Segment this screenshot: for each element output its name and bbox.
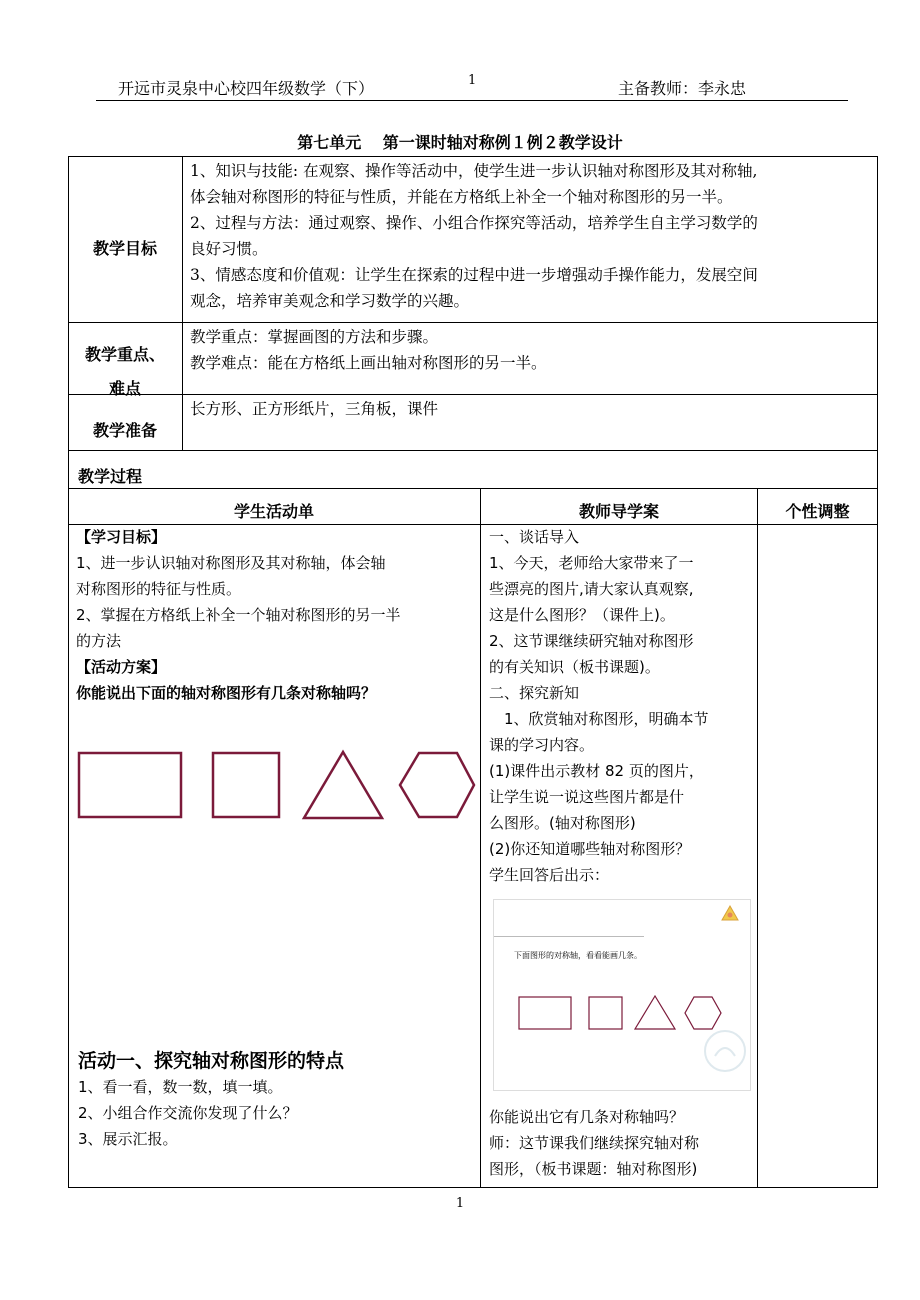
page-header [96,73,848,101]
student-activity [76,524,476,706]
slide-caption: 下面图形的对称轴，看看能画几条。 [514,951,642,960]
guide-line: 一、谈话导入 [489,528,580,546]
guide-line: 你能说出它有几条对称轴吗？ [489,1108,685,1126]
guide-line: 些漂亮的图片,请大家认真观察, [489,580,694,598]
school-name: 开远市灵泉中心校四年级数学（下） [118,79,375,98]
guide-line: 学生回答后出示： [489,866,610,884]
student-column-header: 学生活动单 [233,502,314,521]
guide-line: 2、这节课继续研究轴对称图形 [489,632,694,650]
rectangle-shape [79,753,181,817]
guide-line: 1、欣赏轴对称图形，明确本节 [489,710,709,728]
slide-rectangle [519,997,571,1029]
objective-line: 3、情感态度和价值观：让学生在探索的过程中进一步增强动手操作能力，发展空间 [190,266,758,284]
lead-teacher: 主备教师：李永忠 [618,79,747,98]
goal-line: 1、进一步认识轴对称图形及其对称轴，体会轴 [76,554,386,572]
plan-heading: 【活动方案】 [76,658,167,676]
guide-line: 二、探究新知 [489,684,580,702]
slide-decoration-icon [718,902,742,924]
objective-line: 良好习惯。 [190,240,268,258]
guide-line: 1、今天，老师给大家带来了一 [489,554,694,572]
objective-line: 体会轴对称图形的特征与性质，并能在方格纸上补全一个轴对称图形的另一半。 [190,188,733,206]
keypoints-label-line: 难点 [108,379,141,398]
teacher-guide [489,524,755,888]
prep-text: 长方形、正方形纸片，三角板，课件 [190,400,439,418]
header-page-number: 1 [468,73,477,88]
guide-line: 么图形。(轴对称图形) [489,814,636,832]
activity-step: 1、看一看，数一数，填一填。 [78,1078,283,1096]
courseware-slide [493,899,751,1091]
adjust-column-header: 个性调整 [785,502,850,521]
goal-line: 的方法 [76,632,122,650]
prep-label: 教学准备 [92,421,157,440]
triangle-shape [304,752,382,818]
slide-triangle [635,996,675,1029]
objective-line: 2、过程与方法：通过观察、操作、小组合作探究等活动，培养学生自主学习数学的 [190,214,758,232]
objectives-text [190,158,874,314]
footer-page-number: 1 [455,1196,465,1211]
activity-step: 2、小组合作交流你发现了什么？ [78,1104,298,1122]
guide-line: 师：这节课我们继续探究轴对称 [489,1134,700,1152]
keypoints-label [68,338,182,406]
goal-line: 对称图形的特征与性质。 [76,580,242,598]
activity-one-title: 活动一、探究轴对称图形的特点 [78,1050,345,1072]
slide-square [589,997,622,1029]
focus-text: 教学重点：掌握画图的方法和步骤。 [190,328,439,346]
objectives-label: 教学目标 [92,239,157,258]
teacher-guide-continued [489,1104,755,1182]
difficulty-text: 教学难点：能在方格纸上画出轴对称图形的另一半。 [190,354,547,372]
guide-line: (2)你还知道哪些轴对称图形？ [489,840,691,858]
shapes-question: 你能说出下面的轴对称图形有几条对称轴吗？ [76,684,377,702]
symmetric-shapes-figure [68,736,480,826]
objective-line: 观念，培养审美观念和学习数学的兴趣。 [190,292,470,310]
guide-line: 的有关知识（板书课题)。 [489,658,660,676]
slide-hexagon [685,997,721,1029]
process-label: 教学过程 [78,467,143,486]
document-title: 第七单元 第一课时轴对称例１例２教学设计 [297,133,623,152]
lesson-plan-table [68,156,878,1188]
square-shape [213,753,279,817]
keypoints-text [190,324,874,376]
keypoints-label-line: 教学重点、 [84,345,165,364]
guide-line: 图形，（板书课题：轴对称图形) [489,1160,698,1178]
teacher-column-header: 教师导学案 [578,502,659,521]
goal-heading: 【学习目标】 [76,528,167,546]
activity-steps [78,1074,298,1152]
objective-line: 1、知识与技能: 在观察、操作等活动中，使学生进一步认识轴对称图形及其对称轴, [190,162,758,180]
hexagon-shape [400,753,474,817]
watermark-logo-icon [702,1028,748,1074]
goal-line: 2、掌握在方格纸上补全一个轴对称图形的另一半 [76,606,401,624]
activity-step: 3、展示汇报。 [78,1130,178,1148]
guide-line: 课的学习内容。 [489,736,595,754]
guide-line: (1)课件出示教材 82 页的图片， [489,762,704,780]
guide-line: 这是什么图形？（课件上)。 [489,606,675,624]
guide-line: 让学生说一说这些图片都是什 [489,788,685,806]
